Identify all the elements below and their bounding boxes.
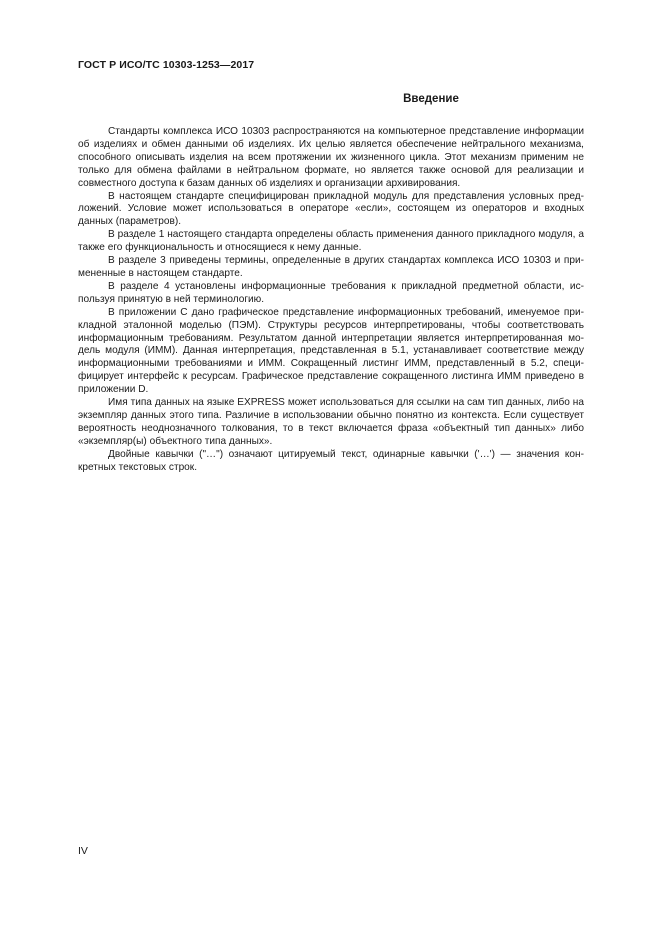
paragraph-intro: Стандарты комплекса ИСО 10303 распространяются на компьютерное представление информации об изделиях и обмен данными об изделиях. Их целью является обеспечение нейтрального механизма, способного описывать изделия на всем протяжении их жизненного цикла. Этот механизм применим не только для обмена файлами в нейтральном формате, но является также основой для реализации и совместного доступа к базам данных об изделиях и организации архивирования.: [78, 126, 584, 189]
page-number: IV: [78, 845, 88, 857]
paragraph-express: Имя типа данных на языке EXPRESS может использоваться для ссылки на сам тип данных, либо на экземпляр данных этого типа. Различие в использовании обычно понятно из контекста. Если существует вероятность неоднозначного толкования, то в текст включается фраза «объектный тип данных» либо «экземпляр(ы) объектного типа данных».: [78, 397, 584, 447]
body-text: [78, 126, 584, 474]
section-title-text: Введение: [403, 93, 459, 105]
document-header: ГОСТ Р ИСО/ТС 10303-1253—2017: [78, 59, 255, 71]
section-title: [78, 93, 584, 105]
paragraph-section-3: В разделе 3 приведены термины, определенные в других стандартах комплекса ИСО 10303 и примененные в настоящем стандарте.: [78, 255, 584, 279]
paragraph-section-1: В разделе 1 настоящего стандарта определены область применения данного прикладного модуля, а также его функциональность и относящиеся к нему данные.: [78, 229, 584, 254]
paragraph-module: В настоящем стандарте специфицирован прикладной модуль для представления условных предложений. Условие может использоваться в операторе «если», состоящем из операторов и входных данных (параметров).: [78, 190, 584, 228]
paragraph-section-4: В разделе 4 установлены информационные требования к прикладной предметной области, используя принятую в ней терминологию.: [78, 280, 584, 305]
paragraph-quotes: Двойные кавычки ("…") означают цитируемый текст, одинарные кавычки ('…') — значения конкретных текстовых строк.: [78, 448, 584, 473]
paragraph-annex-c: В приложении С дано графическое представление информационных требований, именуемое прикладной эталонной моделью (ПЭМ). Структуры ресурсов интерпретированы, чтобы соответствовать информационным требованиям. Результатом данной интерпретации является интерпретированная модель модуля (ИММ). Данная интерпретация, представленная в 5.1, устанавливает соответствие между информационными требованиями и ИММ. Сокращенный листинг ИММ, представленный в 5.2, специфицирует интерфейс к ресурсам. Графическое представление сокращенного листинга ИММ приведено в приложении D.: [78, 306, 584, 396]
